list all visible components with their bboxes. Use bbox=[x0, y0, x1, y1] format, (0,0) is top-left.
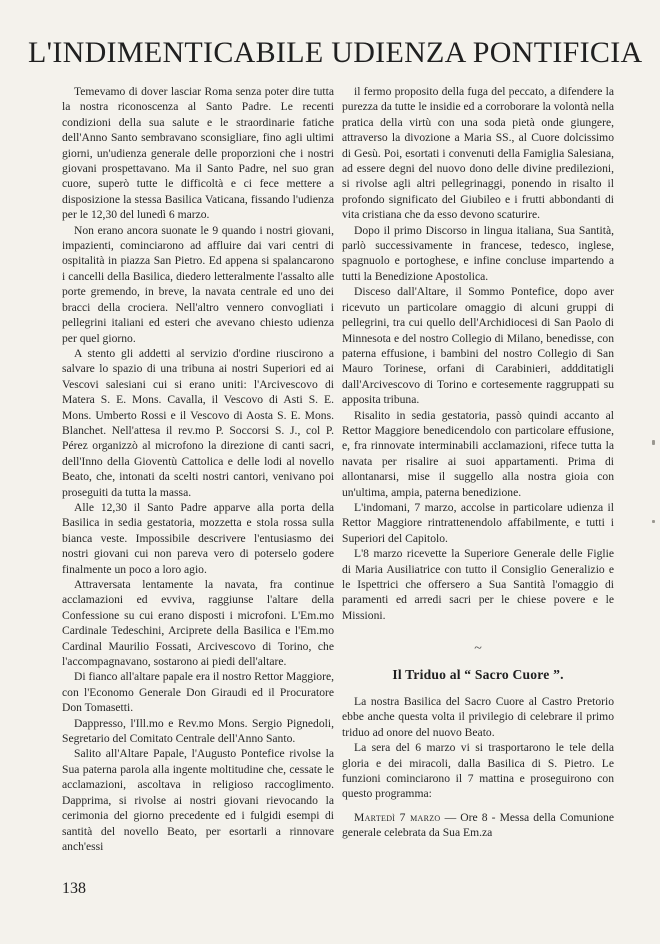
paragraph: Temevamo di dover lasciar Roma senza poter dire tutta la nostra riconoscenza al Santo Padre. Le recenti condizioni della sua salute e le straordinarie fatiche dell'Anno Santo sembravano sconsigliare, fino agli ultimi giorni, un'udienza generale delle proporzioni che i nostri giovani prospettavano. Ma il Santo Padre, nel suo gran cuore, superò tutte le difficoltà e ci fece mettere a disposizione la stessa Basilica Vaticana, fissando l'udienza per le 12,30 del lunedì 6 marzo. bbox=[62, 85, 334, 222]
paragraph: Dappresso, l'Ill.mo e Rev.mo Mons. Sergio Pignedoli, Segretario del Comitato Centrale dell'Anno Santo. bbox=[62, 716, 334, 746]
paragraph: L'8 marzo ricevette la Superiore Generale delle Figlie di Maria Ausiliatrice con tutto il Consiglio Generalizio e le Ispettrici che offersero a Sua Santità l'omaggio di paramenti ed arredi sacri per le chiese povere e le Missioni. bbox=[342, 547, 614, 622]
scan-speck bbox=[652, 520, 655, 523]
left-column bbox=[62, 84, 334, 854]
paragraph: Di fianco all'altare papale era il nostro Rettor Maggiore, con l'Economo Generale Don Giraudi ed il Procuratore Don Tomasetti. bbox=[62, 670, 334, 715]
page-number: 138 bbox=[62, 880, 86, 897]
paragraph: L'indomani, 7 marzo, accolse in particolare udienza il Rettor Maggiore rintrattenendolo affabilmente, e tutti i Superiori del Capitolo. bbox=[342, 500, 614, 545]
article-title: L'INDIMENTICABILE UDIENZA PONTIFICIA bbox=[28, 36, 643, 69]
paragraph: Risalito in sedia gestatoria, passò quindi accanto al Rettor Maggiore benedicendolo con particolare effusione, e, fra rinnovate interminabili acclamazioni, rifece tutta la navata per risalire ai suoi appartamenti. Prima di allontanarsi, mise il suggello alla nostra gioia con un'ultima, ampia, paterna benedizione. bbox=[342, 408, 614, 499]
right-column bbox=[342, 84, 614, 841]
paragraph: Dopo il primo Discorso in lingua italiana, Sua Santità, parlò successivamente in francese, tedesco, inglese, spagnuolo e portoghese, e infine concluse impartendo a tutti la Benedizione Apostolica. bbox=[342, 223, 614, 283]
paragraph: La nostra Basilica del Sacro Cuore al Castro Pretorio ebbe anche questa volta il privilegio di celebrare il primo triduo ad onore del nuovo Beato. bbox=[342, 695, 614, 739]
program-entry bbox=[342, 810, 614, 841]
paragraph: Disceso dall'Altare, il Sommo Pontefice, dopo aver ricevuto un particolare omaggio di alcuni gruppi di pellegrini, tra cui quello dell'Archidiocesi di San Paolo di Minnesota e del nostro Collegio di Milano, benedisse, con paterna effusione, i bambini del nostro Collegio di San Mauro Torinese, orfani di Carabinieri, addditatigli dall'Arcivescovo di Torino e cortesemente raggruppati su apposita tribuna. bbox=[342, 285, 614, 407]
paragraph: Alle 12,30 il Santo Padre apparve alla porta della Basilica in sedia gestatoria, mozzetta e stola rossa sulla bianca veste. Impossibile descrivere l'entusiasmo dei nostri giovani cui non pareva vero di poterselo godere finalmente un poco a loro agio. bbox=[62, 500, 334, 576]
section-heading: Il Triduo al “ Sacro Cuore ”. bbox=[392, 666, 564, 682]
paragraph: Attraversata lentamente la navata, fra continue acclamazioni ed evviva, raggiunse l'altare della Confessione su cui erano disposti i microfoni. L'Em.mo Cardinale Tedeschini, Arciprete della Basilica e l'Em.mo Cardinal Maurilio Fossati, Arcivescovo di Torino, che l'accompagnavano, sostarono ai piedi dell'altare. bbox=[62, 578, 334, 669]
paragraph: Non erano ancora suonate le 9 quando i nostri giovani, impazienti, cominciarono ad affluire dai vari centri di ospitalità in piazza San Pietro. Ed appena si spalancarono i cancelli della Basilica, diedero letteralmente l'assalto alle porte gremendo, in breve, la navata centrale ed uno dei bracci della crociera. Nell'altro vennero convogliati i pellegrini italiani ed esteri che avevano chiesto udienza per quel giorno. bbox=[62, 223, 334, 345]
paragraph: Salito all'Altare Papale, l'Augusto Pontefice rivolse la Sua paterna parola alla ingente moltitudine che, cessate le acclamazioni, ascoltava in religioso raccoglimento. Dapprima, si rivolse ai nostri giovani rievocando la cerimonia del giorno precedente ed i fulgidi esempi di santità del novello Beato, per esortarli a rinnovare anch'essi bbox=[62, 747, 334, 853]
paragraph: A stento gli addetti al servizio d'ordine riuscirono a salvare lo spazio di una tribuna ai nostri Superiori ed ai Vescovi salesiani cui si erano uniti: l'Arcivescovo di Matera S. E. Mons. Cavalla, il Vescovo di Asti S. E. Mons. Umberto Rossi e il Vescovo di Aosta S. E. Mons. Blanchet. Nell'attesa il rev.mo P. Soccorsi S. J., col P. Pérez organizzò al microfono la direzione di canti sacri, dell'Inno della Gioventù Cattolica e delle lodi al novello Beato, che, intonati da scelti nostri cantori, venivano poi proseguiti da tutta la massa. bbox=[62, 346, 334, 499]
program-day: Martedì 7 marzo bbox=[354, 810, 441, 824]
paragraph: La sera del 6 marzo vi si trasportarono le tele della gloria e dei miracoli, dalla Basilica di S. Pietro. Le funzioni cominciarono il 7 mattina e proseguirono con questo programma: bbox=[342, 741, 614, 801]
section-ornament: ~ bbox=[474, 641, 482, 657]
program-text: — Ore 8 - Messa della Comunione generale celebrata da Sua Em.za bbox=[342, 810, 614, 840]
paragraph: il fermo proposito della fuga del peccato, a difendere la purezza da tutte le insidie ed a corroborare la volontà nella pratica della virtù con una soda pietà onde giungere, attraverso la divozione a Maria SS., al Cuore dolcissimo di Gesù. Poi, esortati i convenuti della Famiglia Salesiana, ad essere degni del nuovo dono delle divine predilezioni, si rivolse agli altri pellegrinaggi, ponendo in risalto il profondo significato del Giubileo e i frutti abbondanti di vita cristiana che da esso devono scaturire. bbox=[342, 85, 614, 222]
scan-speck bbox=[652, 440, 655, 445]
